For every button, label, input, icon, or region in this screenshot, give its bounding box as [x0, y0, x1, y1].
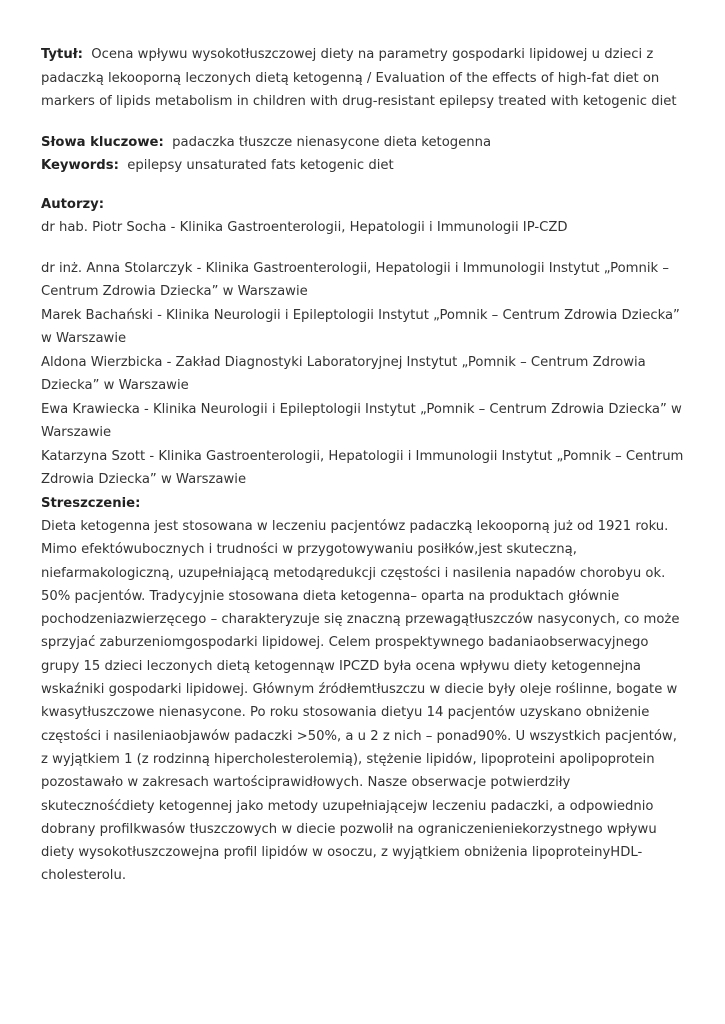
keywords-en — [41, 154, 686, 178]
title-paragraph — [41, 43, 686, 114]
keywords-en-text: epilepsy unsaturated fats ketogenic diet — [127, 158, 394, 173]
author-item: Marek Bachański - Klinika Neurologii i Epileptologii Instytut „Pomnik – Centrum Zdrowia Dziecka” w Warszawie — [41, 307, 680, 346]
abstract-heading: Streszczenie: — [41, 495, 141, 511]
keywords-pl-label: Słowa kluczowe: — [41, 134, 164, 150]
keywords-pl — [41, 131, 686, 155]
authors-section — [41, 193, 686, 492]
author-item: Ewa Krawiecka - Klinika Neurologii i Epileptologii Instytut „Pomnik – Centrum Zdrowia Dziecka” w Warszawie — [41, 401, 682, 440]
author-item: dr hab. Piotr Socha - Klinika Gastroenterologii, Hepatologii i Immunologii IP-CZD — [41, 220, 568, 235]
title-section — [41, 43, 686, 114]
authors-heading: Autorzy: — [41, 196, 105, 212]
abstract-text: Dieta ketogenna jest stosowana w leczeniu pacjentówz padaczką lekooporną już od 1921 roku. Mimo efektówubocznych i trudności w przygotowywaniu posiłków,jest skuteczną, niefarmakologiczną, uzupełniającą metodąredukcji częstości i nasilenia napadów chorobyu ok. 50% pacjentów. Tradycyjnie stosowana dieta ketogenna– oparta na produktach głównie pochodzeniazwierzęcego – charakteryzuje się znaczną przewagątłuszczów nasyconych, co może sprzyjać zaburzeniomgospodarki lipidowej. Celem prospektywnego badaniaobserwacyjnego grupy 15 dzieci leczonych dietą ketogennąw IPCZD była ocena wpływu diety ketogennejna wskaźniki gospodarki lipidowej. Głównym źródłemtłuszczu w diecie były oleje roślinne, bogate w kwasytłuszczowe nienasycone. Po roku stosowania dietyu 14 pacjentów uzyskano obniżenie częstości i nasileniaobjawów padaczki >50%, a u 2 z nich – ponad90%. U wszystkich pacjentów, z wyjątkiem 1 (z rodzinną hipercholesterolemią), stężenie lipidów, lipoproteini apolipoprotein pozostawało w zakresach wartościprawidłowych. Nasze obserwacje potwierdziły skutecznośćdiety ketogennej jako metody uzupełniającejw leczeniu padaczki, a odpowiednio dobrany profilkwasów tłuszczowych w diecie pozwolił na ograniczenieniekorzystnego wpływu diety wysokotłuszczowejna profil lipidów w osoczu, z wyjątkiem obniżenia lipoproteinyHDL-cholesterolu. — [41, 519, 680, 884]
keywords-pl-text: padaczka tłuszcze nienasycone dieta ketogenna — [172, 134, 492, 150]
author-item: Katarzyna Szott - Klinika Gastroenterologii, Hepatologii i Immunologii Instytut „Pomnik – Centrum Zdrowia Dziecka” w Warszawie — [41, 448, 684, 487]
title-text: Ocena wpływu wysokotłuszczowej diety na parametry gospodarki lipidowej u dzieci z padaczką lekooporną leczonych dietą ketogenną / Evaluation of the effects of high-fat diet on markers of lipids metabolism in children with drug-resistant epilepsy treated with ketogenic diet — [41, 47, 677, 109]
keywords-en-label: Keywords: — [41, 158, 119, 173]
keywords-section — [41, 131, 686, 178]
abstract-section — [41, 492, 686, 888]
author-item: dr inż. Anna Stolarczyk - Klinika Gastroenterologii, Hepatologii i Immunologii Instytut „Pomnik – Centrum Zdrowia Dziecka” w Warszawie — [41, 260, 669, 299]
author-item: Aldona Wierzbicka - Zakład Diagnostyki Laboratoryjnej Instytut „Pomnik – Centrum Zdrowia Dziecka” w Warszawie — [41, 354, 646, 393]
title-label: Tytuł: — [41, 47, 83, 62]
